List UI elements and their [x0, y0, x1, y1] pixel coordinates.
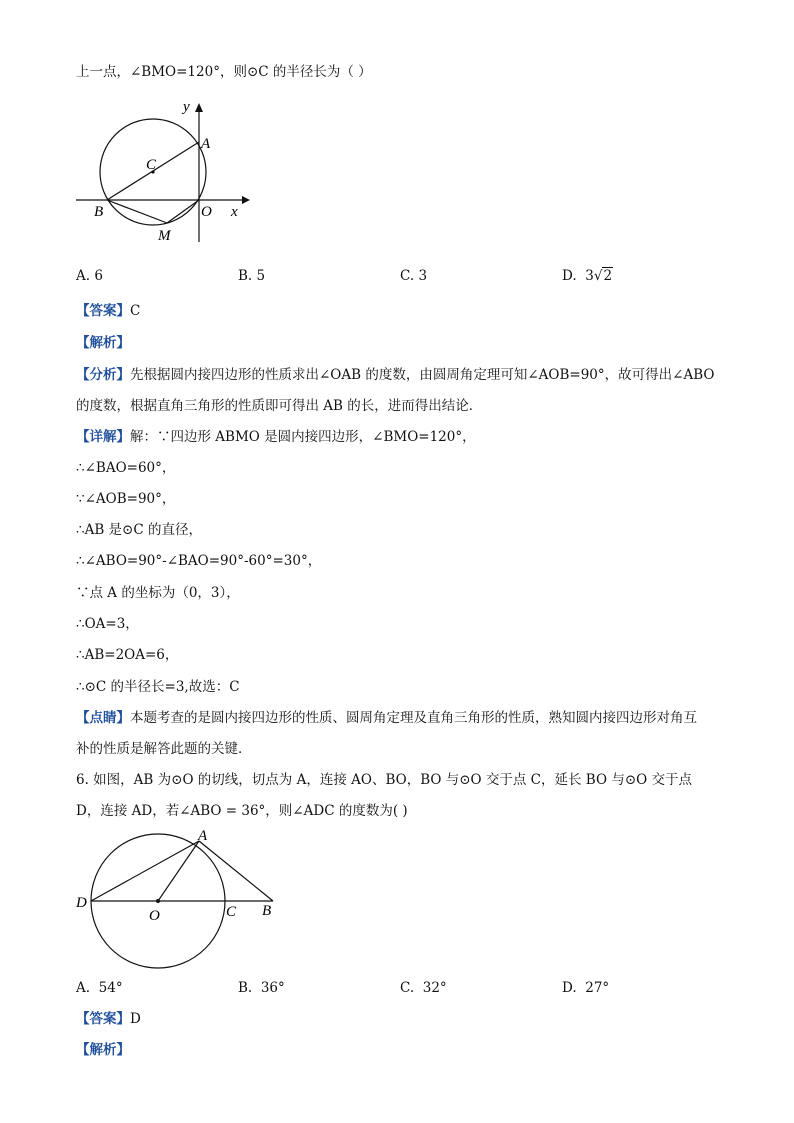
q6-figure — [70, 828, 290, 978]
option-letter: D. — [562, 980, 577, 996]
x-axis-arrow — [242, 196, 250, 204]
option-value-radicand: 2 — [603, 268, 613, 284]
answer-value: D — [130, 1011, 141, 1027]
q5-step-7: ∴AB=2OA=6， — [76, 647, 179, 663]
sqrt-symbol: √2 — [593, 268, 613, 284]
option-letter: D. — [562, 268, 577, 284]
answer-tag: 【答案】 — [76, 1011, 130, 1027]
segment-da — [91, 841, 199, 901]
option-letter: A. — [76, 980, 91, 996]
q5-xiangjie-line1 — [76, 427, 476, 447]
label-c: C — [226, 904, 237, 920]
segment-bm — [107, 200, 167, 223]
option-value-prefix: 3 — [585, 268, 594, 284]
q5-step-6: ∴OA=3， — [76, 616, 139, 632]
analysis-tag: 【解析】 — [76, 1042, 130, 1058]
label-a: A — [201, 136, 211, 152]
q6-option-c — [400, 978, 447, 998]
q6-line2: D，连接 AD，若∠ABO = 36°，则∠ADC 的度数为( ) — [76, 803, 408, 819]
q5-option-a — [76, 266, 103, 286]
label-c: C — [146, 157, 157, 173]
xiangjie-tag: 【详解】 — [76, 429, 130, 445]
q5-figure — [70, 95, 260, 255]
q6-option-a — [76, 978, 123, 998]
q5-step-2: ∵∠AOB=90°， — [76, 491, 176, 507]
option-value: 27° — [585, 980, 610, 996]
label-d: D — [76, 895, 87, 911]
q6-analysis-heading — [76, 1040, 130, 1060]
q5-step-8: ∴⊙C 的半径长=3,故选：C — [76, 679, 240, 695]
option-letter: C. — [400, 980, 415, 996]
xiangjie-text: 解：∵四边形 ABMO 是圆内接四边形，∠BMO=120°， — [130, 429, 476, 445]
q6-line1: 6. 如图，AB 为⊙O 的切线，切点为 A，连接 AO、BO，BO 与⊙O 交于点 C，延长 BO 与⊙O 交于点 — [76, 772, 693, 788]
q5-step-1: ∴∠BAO=60°， — [76, 460, 176, 476]
label-m: M — [158, 228, 171, 244]
q5-dianjing-line1 — [76, 708, 697, 728]
option-value: 32° — [422, 980, 447, 996]
answer-tag: 【答案】 — [76, 303, 130, 319]
answer-value: C — [130, 303, 141, 319]
q5-answer — [76, 301, 140, 321]
label-a: A — [198, 828, 208, 844]
option-value: 6 — [94, 268, 103, 284]
segment-ab — [199, 841, 273, 901]
q6-answer — [76, 1009, 141, 1029]
label-o: O — [149, 908, 160, 924]
q5-fenxi-line1 — [76, 365, 714, 385]
analysis-tag: 【解析】 — [76, 335, 130, 351]
q6-option-d — [562, 978, 609, 998]
q5-step-4: ∴∠ABO=90°-∠BAO=90°-60°=30°， — [76, 553, 322, 569]
center-o — [156, 899, 160, 903]
dianjing-tag: 【点睛】 — [76, 710, 130, 726]
q5-analysis-heading — [76, 333, 130, 353]
segment-mo — [167, 200, 199, 223]
option-value: 3 — [418, 268, 428, 284]
label-y: y — [183, 99, 190, 115]
q5-intro: 上一点，∠BMO=120°，则⊙C 的半径长为（ ） — [76, 64, 372, 80]
option-value: 5 — [256, 268, 266, 284]
fenxi-tag: 【分析】 — [76, 367, 130, 383]
option-letter: B. — [238, 980, 253, 996]
label-b: B — [262, 903, 272, 919]
y-axis-arrow — [195, 103, 203, 112]
option-letter: A. — [76, 268, 91, 284]
option-value: 54° — [98, 980, 123, 996]
q5-option-c — [400, 266, 427, 286]
fenxi-text: 先根据圆内接四边形的性质求出∠OAB 的度数，由圆周角定理可知∠AOB=90°，故可得出∠ABO — [130, 367, 715, 383]
q5-option-d — [562, 266, 613, 286]
q6-option-b — [238, 978, 285, 998]
segment-oa — [158, 841, 199, 901]
dianjing-text: 本题考查的是圆内接四边形的性质、圆周角定理及直角三角形的性质，熟知圆内接四边形对角互 — [130, 710, 697, 726]
q5-dianjing-line2: 补的性质是解答此题的关键． — [76, 741, 252, 757]
label-o: O — [201, 204, 212, 220]
option-letter: C. — [400, 268, 415, 284]
q5-option-b — [238, 266, 265, 286]
option-letter: B. — [238, 268, 253, 284]
q5-step-5: ∵点 A 的坐标为（0，3）， — [76, 585, 240, 601]
q5-fenxi-line2: 的度数，根据直角三角形的性质即可得出 AB 的长，进而得出结论． — [76, 398, 483, 414]
option-value: 36° — [260, 980, 285, 996]
q5-step-3: ∴AB 是⊙C 的直径， — [76, 522, 202, 538]
label-b: B — [94, 204, 104, 220]
label-x: x — [231, 204, 238, 220]
